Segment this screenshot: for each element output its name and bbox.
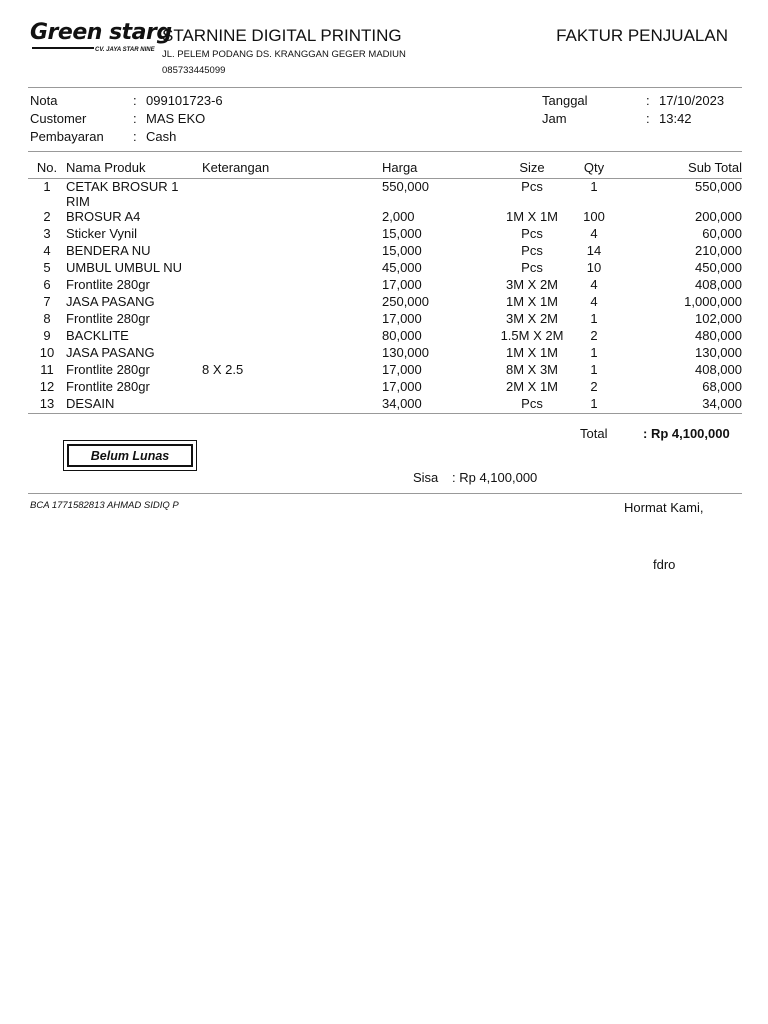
row-note	[202, 328, 382, 345]
row-size: Pcs	[521, 179, 543, 194]
date-separator: :	[646, 93, 650, 108]
payment-status-badge	[63, 440, 197, 471]
row-subtotal: 130,000	[695, 345, 742, 360]
table-row	[28, 311, 742, 328]
row-product-name: UMBUL UMBUL NU	[66, 260, 183, 275]
table-row	[28, 243, 742, 260]
row-qty: 4	[590, 277, 598, 292]
total-label: Total	[580, 426, 608, 441]
row-subtotal: 60,000	[702, 226, 742, 241]
row-note: 8 X 2.5	[202, 362, 244, 377]
row-qty: 1	[578, 396, 610, 414]
row-product-name: BACKLITE	[66, 328, 129, 343]
payment-separator: :	[133, 129, 137, 144]
row-subtotal: 68,000	[702, 379, 742, 394]
row-product-name: Sticker Vynil	[66, 226, 138, 241]
row-no: 8	[43, 311, 51, 326]
row-size: 3M X 2M	[505, 277, 558, 292]
row-product-name: DESAIN	[66, 396, 202, 414]
row-qty: 100	[583, 209, 605, 224]
payment-status-text: Belum Lunas	[67, 444, 193, 467]
row-note	[202, 260, 382, 277]
row-size: Pcs	[521, 260, 543, 275]
row-note	[202, 294, 382, 311]
document-title: FAKTUR PENJUALAN	[556, 26, 728, 45]
nota-label: Nota	[30, 93, 58, 108]
table-body	[28, 179, 742, 414]
row-qty: 1	[590, 179, 598, 194]
col-size: Size	[486, 156, 578, 179]
row-note	[202, 179, 382, 210]
table-row	[28, 179, 742, 210]
row-note	[202, 209, 382, 226]
row-subtotal: 200,000	[695, 209, 742, 224]
company-logo	[30, 20, 172, 58]
row-subtotal: 450,000	[695, 260, 742, 275]
row-product-name: JASA PASANG	[66, 345, 155, 360]
table-row	[28, 345, 742, 362]
row-note	[202, 277, 382, 294]
row-price: 130,000	[382, 345, 429, 360]
time-value: 13:42	[659, 111, 692, 126]
row-no: 1	[43, 179, 51, 194]
col-note: Keterangan	[202, 156, 382, 179]
company-phone: 085733445099	[162, 65, 226, 76]
row-price: 17,000	[382, 311, 422, 326]
remaining-label: Sisa	[413, 470, 439, 485]
row-no: 5	[43, 260, 51, 275]
total-value: : Rp 4,100,000	[643, 426, 730, 441]
row-qty: 1	[590, 311, 598, 326]
table-row	[28, 396, 742, 414]
table-row	[28, 209, 742, 226]
customer-value: MAS EKO	[146, 111, 206, 126]
row-subtotal: 408,000	[695, 362, 742, 377]
nota-value: 099101723-6	[146, 93, 223, 108]
payment-value: Cash	[146, 129, 177, 144]
row-size: Pcs	[521, 243, 543, 258]
payment-label: Pembayaran	[30, 129, 104, 144]
row-product-name: Frontlite 280gr	[66, 277, 150, 292]
row-subtotal: 210,000	[695, 243, 742, 258]
row-qty: 2	[590, 379, 598, 394]
items-table	[28, 156, 742, 414]
col-subtotal: Sub Total	[610, 156, 742, 179]
row-subtotal: 34,000	[610, 396, 742, 414]
row-product-name: BENDERA NU	[66, 243, 151, 258]
row-size: Pcs	[521, 226, 543, 241]
row-price: 17,000	[382, 379, 422, 394]
row-note	[202, 243, 382, 260]
logo-subtext: CV. JAYA STAR NINE	[95, 47, 155, 53]
header-divider	[28, 87, 742, 88]
row-price: 34,000	[382, 396, 486, 414]
col-price: Harga	[382, 156, 486, 179]
row-subtotal: 408,000	[695, 277, 742, 292]
time-separator: :	[646, 111, 650, 126]
nota-separator: :	[133, 93, 137, 108]
row-price: 17,000	[382, 362, 422, 377]
row-note	[202, 311, 382, 328]
company-name: STARNINE DIGITAL PRINTING	[162, 26, 402, 45]
regards-text: Hormat Kami,	[624, 500, 704, 515]
time-label: Jam	[542, 111, 567, 126]
row-size: 1M X 1M	[505, 209, 558, 224]
row-no: 9	[43, 328, 51, 343]
row-price: 15,000	[382, 226, 422, 241]
table-row	[28, 294, 742, 311]
row-subtotal: 480,000	[695, 328, 742, 343]
row-price: 80,000	[382, 328, 422, 343]
row-qty: 10	[586, 260, 602, 275]
row-qty: 4	[590, 226, 598, 241]
row-no: 12	[39, 379, 55, 394]
row-qty: 1	[590, 345, 598, 360]
row-product-name: JASA PASANG	[66, 294, 155, 309]
table-row	[28, 379, 742, 396]
col-no: No.	[28, 156, 66, 179]
logo-wordmark: Green starg	[30, 20, 172, 45]
row-no: 10	[39, 345, 55, 360]
table-row	[28, 362, 742, 379]
row-subtotal: 102,000	[695, 311, 742, 326]
row-price: 15,000	[382, 243, 422, 258]
row-subtotal: 1,000,000	[684, 294, 742, 309]
row-price: 17,000	[382, 277, 422, 292]
row-product-name: Frontlite 280gr	[66, 311, 150, 326]
footer-divider	[28, 493, 742, 494]
row-price: 45,000	[382, 260, 422, 275]
row-note	[202, 226, 382, 243]
row-size: 3M X 2M	[505, 311, 558, 326]
row-product-name: CETAK BROSUR 1 RIM	[66, 179, 179, 209]
row-no: 7	[43, 294, 51, 309]
row-product-name: Frontlite 280gr	[66, 362, 150, 377]
row-note	[202, 379, 382, 396]
row-qty: 14	[586, 243, 602, 258]
row-no: 13	[28, 396, 66, 414]
row-qty: 1	[590, 362, 598, 377]
date-value: 17/10/2023	[659, 93, 725, 108]
table-row	[28, 226, 742, 243]
row-no: 11	[40, 362, 54, 377]
row-no: 3	[43, 226, 51, 241]
row-size: Pcs	[486, 396, 578, 414]
row-note	[202, 396, 382, 414]
row-no: 4	[43, 243, 51, 258]
table-row	[28, 260, 742, 277]
row-size: 1.5M X 2M	[500, 328, 564, 343]
signer-name: fdro	[653, 557, 676, 572]
row-size: 1M X 1M	[505, 345, 558, 360]
row-product-name: Frontlite 280gr	[66, 379, 150, 394]
date-label: Tanggal	[542, 93, 588, 108]
row-size: 8M X 3M	[505, 362, 558, 377]
bank-account: BCA 1771582813 AHMAD SIDIQ P	[30, 500, 179, 511]
row-note	[202, 345, 382, 362]
row-price: 250,000	[382, 294, 429, 309]
company-address: JL. PELEM PODANG DS. KRANGGAN GEGER MADIUN	[162, 49, 406, 60]
row-qty: 4	[590, 294, 598, 309]
row-subtotal: 550,000	[695, 179, 742, 194]
row-no: 6	[43, 277, 51, 292]
info-divider	[28, 151, 742, 152]
row-size: 2M X 1M	[505, 379, 558, 394]
customer-separator: :	[133, 111, 137, 126]
col-qty: Qty	[578, 156, 610, 179]
row-qty: 2	[590, 328, 598, 343]
col-product-name: Nama Produk	[66, 156, 202, 179]
table-row	[28, 328, 742, 345]
table-header-row	[28, 156, 742, 179]
row-no: 2	[43, 209, 51, 224]
row-price: 550,000	[382, 179, 429, 194]
table-row	[28, 277, 742, 294]
row-price: 2,000	[382, 209, 415, 224]
row-size: 1M X 1M	[505, 294, 558, 309]
row-product-name: BROSUR A4	[66, 209, 141, 224]
remaining-value: : Rp 4,100,000	[452, 470, 538, 485]
customer-label: Customer	[30, 111, 87, 126]
